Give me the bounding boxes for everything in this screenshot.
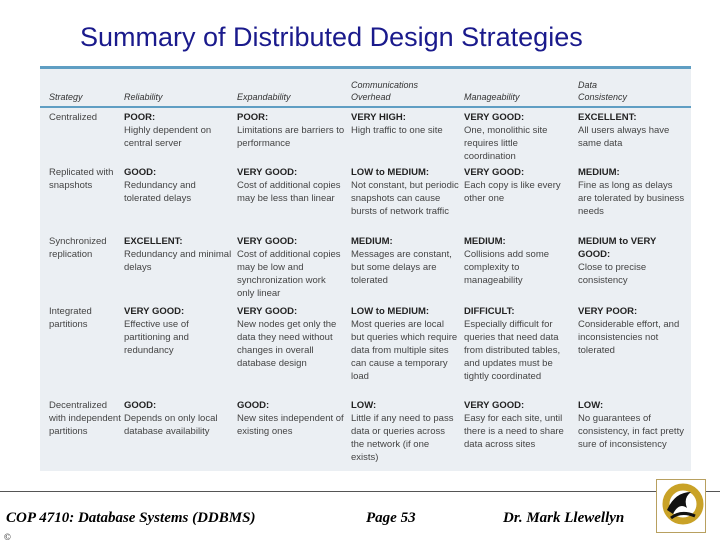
description: New nodes get only the data they need without changes in overall database design — [237, 319, 337, 369]
rating: VERY GOOD: — [464, 167, 525, 178]
rating: VERY GOOD: — [464, 400, 525, 411]
table-header-row — [40, 72, 691, 106]
description: Easy for each site, until there is a need to share data across sites — [464, 413, 564, 450]
expandability-cell — [237, 235, 345, 300]
data-consistency-cell — [578, 305, 686, 357]
description: Especially difficult for queries that need data from distributed tables, and updates must be tightly coordinated — [464, 319, 561, 382]
manageability-cell — [464, 399, 572, 451]
reliability-cell — [124, 305, 232, 357]
slide-footer — [0, 491, 720, 541]
description: Depends on only local database availability — [124, 413, 218, 437]
rating: EXCELLENT: — [578, 112, 637, 123]
description: Fine as long as delays are tolerated by business needs — [578, 180, 685, 217]
author-name: Dr. Mark Llewellyn — [503, 510, 625, 526]
strategy-name: Replicated with snapshots — [49, 167, 114, 191]
rating: MEDIUM: — [578, 167, 620, 178]
manageability-cell — [464, 166, 572, 205]
description: Cost of additional copies may be low and synchronization work only linear — [237, 249, 341, 299]
rating: LOW: — [578, 400, 604, 411]
description: High traffic to one site — [351, 125, 443, 136]
data-consistency-cell — [578, 166, 686, 218]
header-communications-overhead: Communications Overhead — [351, 80, 419, 102]
rating: LOW to MEDIUM: — [351, 167, 430, 178]
description: Messages are constant, but some delays are tolerated — [351, 249, 452, 286]
manageability-cell — [464, 305, 572, 383]
data-consistency-cell — [578, 399, 686, 451]
data-consistency-cell — [578, 235, 686, 287]
description: Redundancy and tolerated delays — [124, 180, 196, 204]
description: Each copy is like every other one — [464, 180, 561, 204]
rating: LOW to MEDIUM: — [351, 306, 430, 317]
manageability-cell — [464, 235, 572, 287]
strategy-name: Centralized — [49, 112, 98, 123]
description: New sites independent of existing ones — [237, 413, 344, 437]
rating: GOOD: — [124, 400, 157, 411]
description: One, monolithic site requires little coordination — [464, 125, 548, 162]
reliability-cell — [124, 399, 232, 438]
communications-overhead-cell — [351, 235, 459, 287]
header-divider — [40, 106, 691, 108]
description: Not constant, but periodic snapshots can cause bursts of network traffic — [351, 180, 459, 217]
communications-overhead-cell — [351, 166, 459, 218]
reliability-cell — [124, 166, 232, 205]
expandability-cell — [237, 399, 345, 438]
rating: VERY HIGH: — [351, 112, 406, 123]
description: Most queries are local but queries which require data from multiple sites can cause a temporary load — [351, 319, 458, 382]
rating: POOR: — [124, 112, 156, 123]
slide-title: Summary of Distributed Design Strategies — [80, 22, 583, 52]
strategy-name: Synchronized replication — [49, 236, 107, 260]
description: No guarantees of consistency, in fact pretty sure of inconsistency — [578, 413, 684, 450]
expandability-cell — [237, 305, 345, 370]
rating: VERY POOR: — [578, 306, 638, 317]
course-title: COP 4710: Database Systems (DDBMS) — [6, 510, 256, 526]
manageability-cell — [464, 111, 572, 163]
description: Effective use of partitioning and redundancy — [124, 319, 189, 356]
header-data-consistency: Data Consistency — [578, 80, 628, 102]
rating: LOW: — [351, 400, 377, 411]
rating: MEDIUM to VERY GOOD: — [578, 236, 657, 260]
description: Cost of additional copies may be less than linear — [237, 180, 341, 204]
data-consistency-cell — [578, 111, 686, 150]
expandability-cell — [237, 111, 345, 150]
rating: VERY GOOD: — [464, 112, 525, 123]
header-expandability: Expandability — [237, 92, 291, 102]
rating: VERY GOOD: — [237, 236, 298, 247]
header-reliability: Reliability — [124, 92, 163, 102]
rating: VERY GOOD: — [237, 306, 298, 317]
communications-overhead-cell — [351, 399, 459, 464]
description: Highly dependent on central server — [124, 125, 212, 149]
reliability-cell — [124, 235, 232, 274]
description: Close to precise consistency — [578, 262, 647, 286]
strategy-name: Integrated partitions — [49, 306, 92, 330]
rating: MEDIUM: — [351, 236, 393, 247]
page-number: Page 53 — [366, 510, 416, 526]
description: Redundancy and minimal delays — [124, 249, 232, 273]
expandability-cell — [237, 166, 345, 205]
rating: DIFFICULT: — [464, 306, 515, 317]
description: All users always have same data — [578, 125, 670, 149]
rating: VERY GOOD: — [124, 306, 185, 317]
rating: VERY GOOD: — [237, 167, 298, 178]
copyright-symbol: © — [4, 532, 11, 542]
header-manageability: Manageability — [464, 92, 520, 102]
strategy-name: Decentralized with independent partitions — [49, 400, 121, 437]
rating: EXCELLENT: — [124, 236, 183, 247]
ucf-pegasus-logo-icon — [656, 479, 706, 533]
description: Little if any need to pass data or queries across the network (if one exists) — [351, 413, 454, 463]
strategy-table — [40, 66, 691, 471]
reliability-cell — [124, 111, 232, 150]
rating: GOOD: — [237, 400, 270, 411]
description: Collisions add some complexity to manageability — [464, 249, 550, 286]
communications-overhead-cell — [351, 111, 459, 137]
rating: MEDIUM: — [464, 236, 506, 247]
header-strategy: Strategy — [49, 92, 83, 102]
rating: POOR: — [237, 112, 269, 123]
communications-overhead-cell — [351, 305, 459, 383]
description: Limitations are barriers to performance — [237, 125, 345, 149]
description: Considerable effort, and inconsistencies not tolerated — [578, 319, 680, 356]
rating: GOOD: — [124, 167, 157, 178]
